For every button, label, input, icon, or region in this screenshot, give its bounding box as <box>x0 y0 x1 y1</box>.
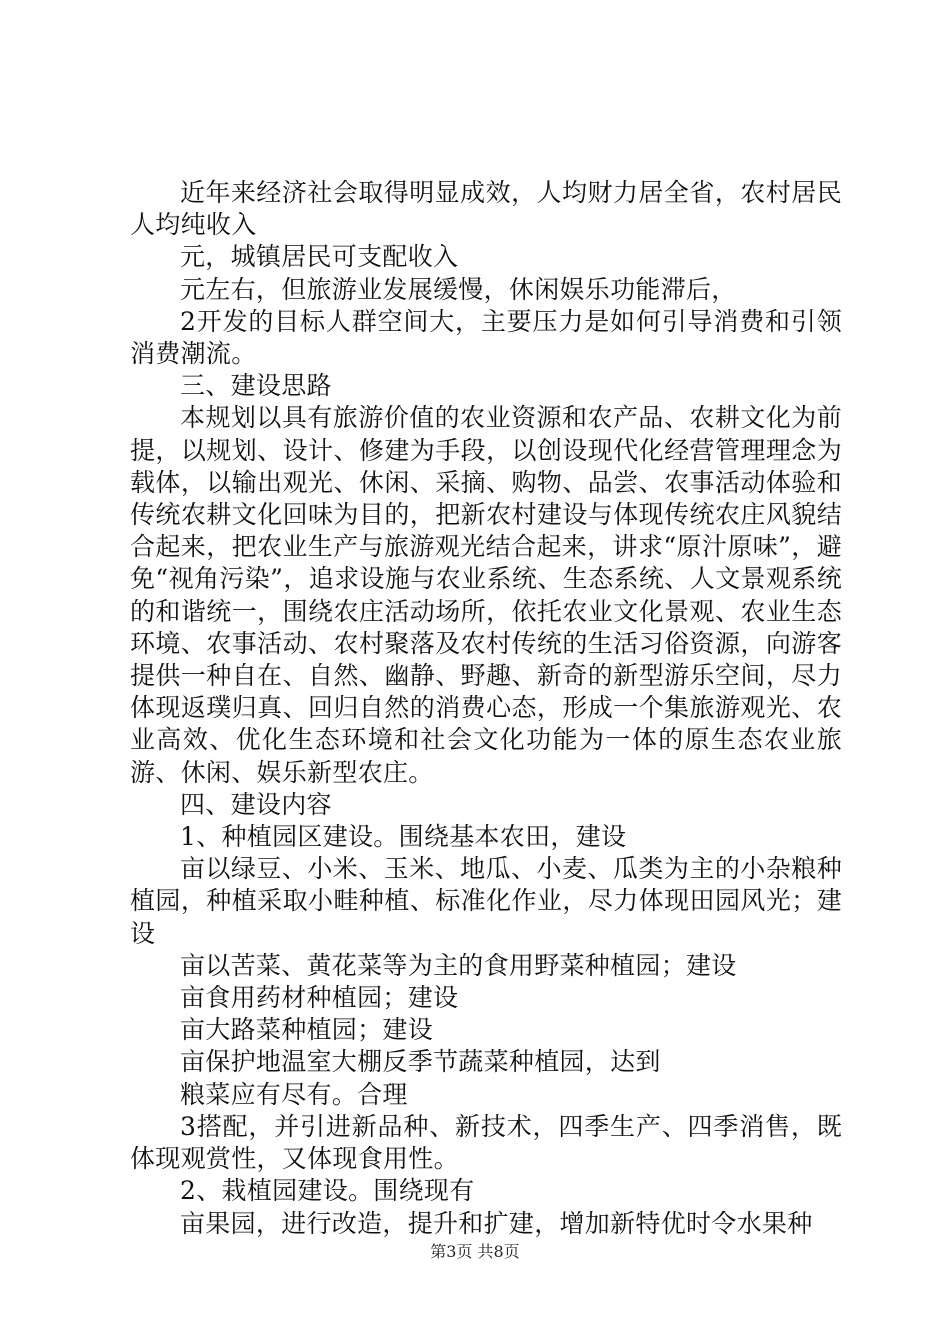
paragraph: 粮菜应有尽有。合理 <box>180 1079 408 1109</box>
page-footer: 第3页 共8页 <box>430 1242 520 1261</box>
paragraph: 亩果园，进行改造，提升和扩建，增加新特优时令水果种 <box>180 1208 813 1238</box>
paragraph: 亩保护地温室大棚反季节蔬菜种植园，达到 <box>180 1047 661 1077</box>
paragraph: 亩大路菜种植园；建设 <box>180 1015 434 1045</box>
paragraph: 2开发的目标人群空间大，主要压力是如何引导消费和引领消费潮流。 <box>130 306 842 369</box>
paragraph: 2、栽植园建设。围绕现有 <box>180 1176 475 1206</box>
document-body <box>130 177 842 1240</box>
section-heading: 四、建设内容 <box>180 789 332 819</box>
paragraph: 亩以绿豆、小米、玉米、地瓜、小麦、瓜类为主的小杂粮种植园，种植采取小畦种植、标准化作业，尽力体现田园风光；建设 <box>130 854 842 948</box>
paragraph: 本规划以具有旅游价值的农业资源和农产品、农耕文化为前提，以规划、设计、修建为手段，以创设现代化经营管理理念为载体，以输出观光、休闲、采摘、购物、品尝、农事活动体验和传统农耕文化回味为目的，把新农村建设与体现传统农庄风貌结合起来，把农业生产与旅游观光结合起来，讲求“原汁原味”，避免“视角污染”，追求设施与农业系统、生态系统、人文景观系统的和谐统一，围绕农庄活动场所，依托农业文化景观、农业生态环境、农事活动、农村聚落及农村传统的生活习俗资源，向游客提供一种自在、自然、幽静、野趣、新奇的新型游乐空间，尽力体现返璞归真、回归自然的消费心态，形成一个集旅游观光、农业高效、优化生态环境和社会文化功能为一体的原生态农业旅游、休闲、娱乐新型农庄。 <box>130 403 842 787</box>
paragraph: 元左右，但旅游业发展缓慢，休闲娱乐功能滞后， <box>180 274 737 304</box>
paragraph: 亩食用药材种植园；建设 <box>180 983 459 1013</box>
paragraph: 1、种植园区建设。围绕基本农田，建设 <box>180 822 627 852</box>
paragraph: 近年来经济社会取得明显成效，人均财力居全省，农村居民人均纯收入 <box>130 178 842 240</box>
section-heading: 三、建设思路 <box>180 371 332 401</box>
paragraph: 元，城镇居民可支配收入 <box>180 242 459 272</box>
paragraph: 3搭配，并引进新品种、新技术，四季生产、四季消售，既体现观赏性，又体现食用性。 <box>130 1111 842 1174</box>
paragraph: 亩以苦菜、黄花菜等为主的食用野菜种植园；建设 <box>180 950 737 980</box>
